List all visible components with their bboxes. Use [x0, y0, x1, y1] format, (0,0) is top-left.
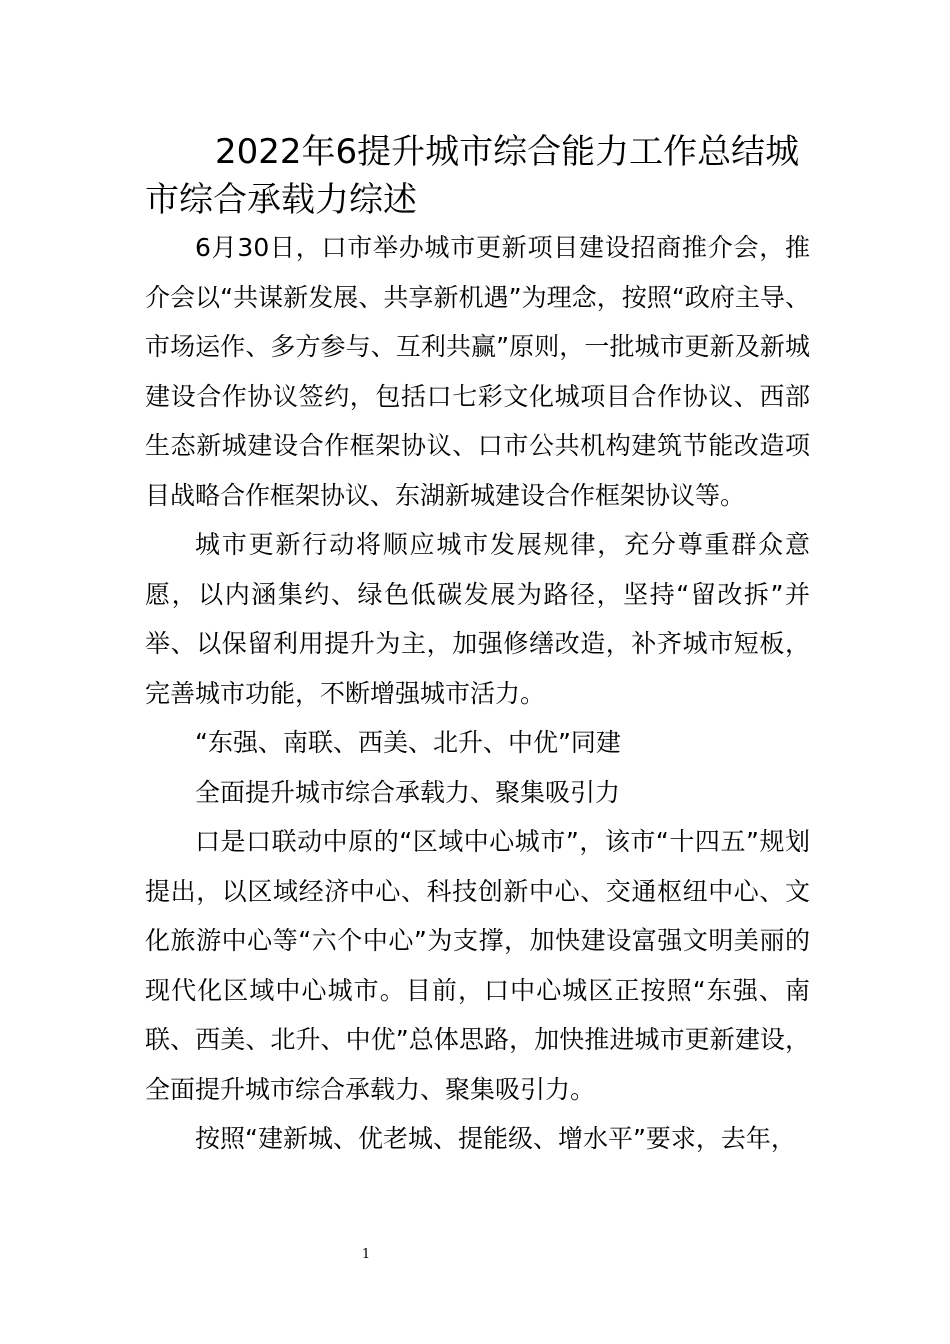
paragraph-2: 城市更新行动将顺应城市发展规律，充分尊重群众意愿，以内涵集约、绿色低碳发展为路径，坚持“留改拆”并举、以保留利用提升为主，加强修缮改造，补齐城市短板，完善城市功能，不断增强城市活力。: [145, 530, 810, 708]
document-title: 2022年6提升城市综合能力工作总结城市综合承载力综述: [145, 132, 800, 220]
document-body: [145, 223, 810, 1164]
paragraph-4: 全面提升城市综合承载力、聚集吸引力: [195, 777, 621, 807]
paragraph-1: 6月30日，口市举办城市更新项目建设招商推介会，推介会以“共谋新发展、共享新机遇”为理念，按照“政府主导、市场运作、多方参与、互利共赢”原则，一批城市更新及新城建设合作协议签约，包括口七彩文化城项目合作协议、西部生态新城建设合作框架协议、口市公共机构建筑节能改造项目战略合作框架协议、东湖新城建设合作框架协议等。: [145, 233, 810, 510]
paragraph-5: 口是口联动中原的“区域中心城市”，该市“十四五”规划提出，以区域经济中心、科技创新中心、交通枢纽中心、文化旅游中心等“六个中心”为支撑，加快建设富强文明美丽的现代化区域中心城市。目前，口中心城区正按照“东强、南联、西美、北升、中优”总体思路，加快推进城市更新建设，全面提升城市综合承载力、聚集吸引力。: [145, 827, 810, 1104]
paragraph-6: 按照“建新城、优老城、提能级、增水平”要求，去年，: [195, 1124, 796, 1153]
page-number: 1: [361, 1247, 371, 1262]
paragraph-3: “东强、南联、西美、北升、中优”同建: [195, 728, 621, 757]
